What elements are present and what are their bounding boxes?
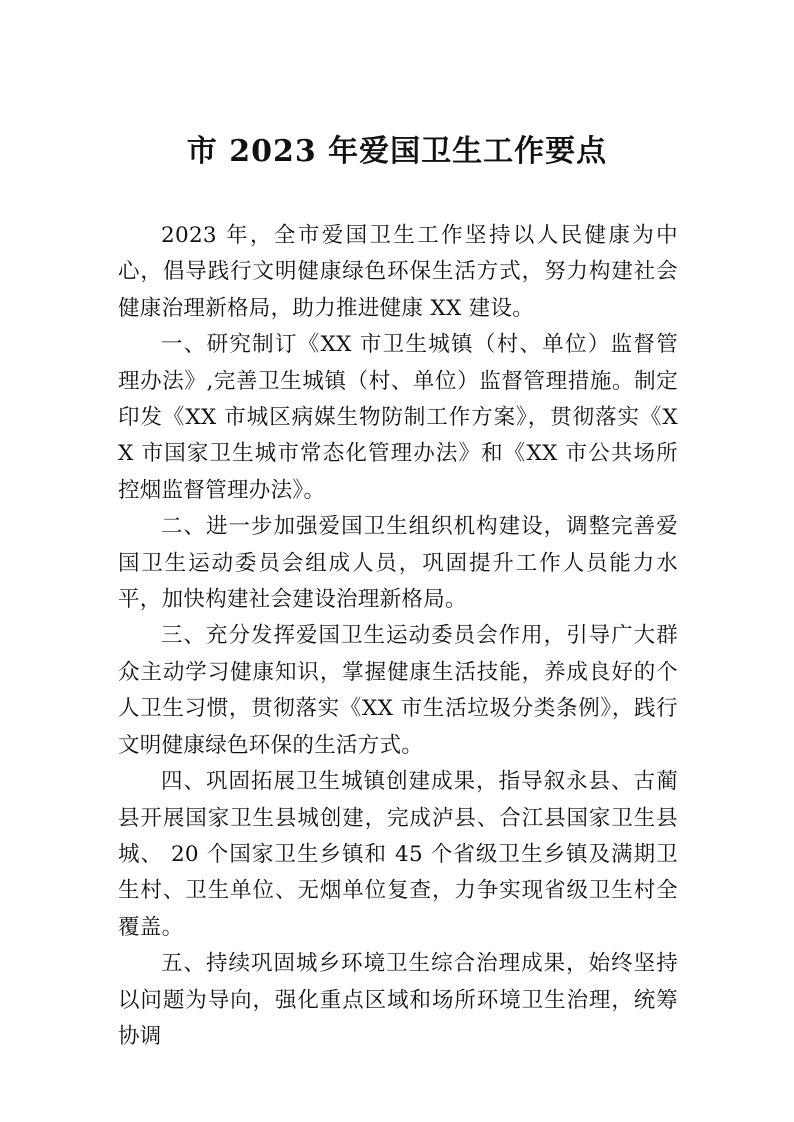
paragraph-intro: 2023 年，全市爱国卫生工作坚持以人民健康为中心，倡导践行文明健康绿色环保生活方式，努力构建社会健康治理新格局，助力推进健康 XX 建设。 <box>118 223 678 321</box>
paragraph-item-1: 一、研究制订《XX 市卫生城镇（村、单位）监督管理办法》,完善卫生城镇（村、单位）监督管理措施。制定印发《XX 市城区病媒生物防制工作方案》，贯彻落实《XX 市国家卫生城市常态化管理办法》和《XX 市公共场所控烟监督管理办法》。 <box>118 332 678 503</box>
paragraph-item-5: 五、持续巩固城乡环境卫生综合治理成果，始终坚持以问题为导向，强化重点区域和场所环境卫生治理，统筹协调 <box>118 951 678 1049</box>
paragraph-item-2: 二、进一步加强爱国卫生组织机构建设，调整完善爱国卫生运动委员会组成人员，巩固提升工作人员能力水平，加快构建社会建设治理新格局。 <box>118 514 678 613</box>
document-body <box>118 218 678 1055</box>
paragraph-item-4: 四、巩固拓展卫生城镇创建成果，指导叙永县、古蔺县开展国家卫生县城创建，完成泸县、合江县国家卫生县城、 20 个国家卫生乡镇和 45 个省级卫生乡镇及满期卫生村、卫生单位、无烟单位复查，力争实现省级卫生村全覆盖。 <box>118 769 678 940</box>
document-title: 市 2023 年爱国卫生工作要点 <box>186 134 608 169</box>
paragraph-item-3: 三、充分发挥爱国卫生运动委员会作用，引导广大群众主动学习健康知识，掌握健康生活技能，养成良好的个人卫生习惯，贯彻落实《XX 市生活垃圾分类条例》，践行文明健康绿色环保的生活方式。 <box>118 623 678 758</box>
